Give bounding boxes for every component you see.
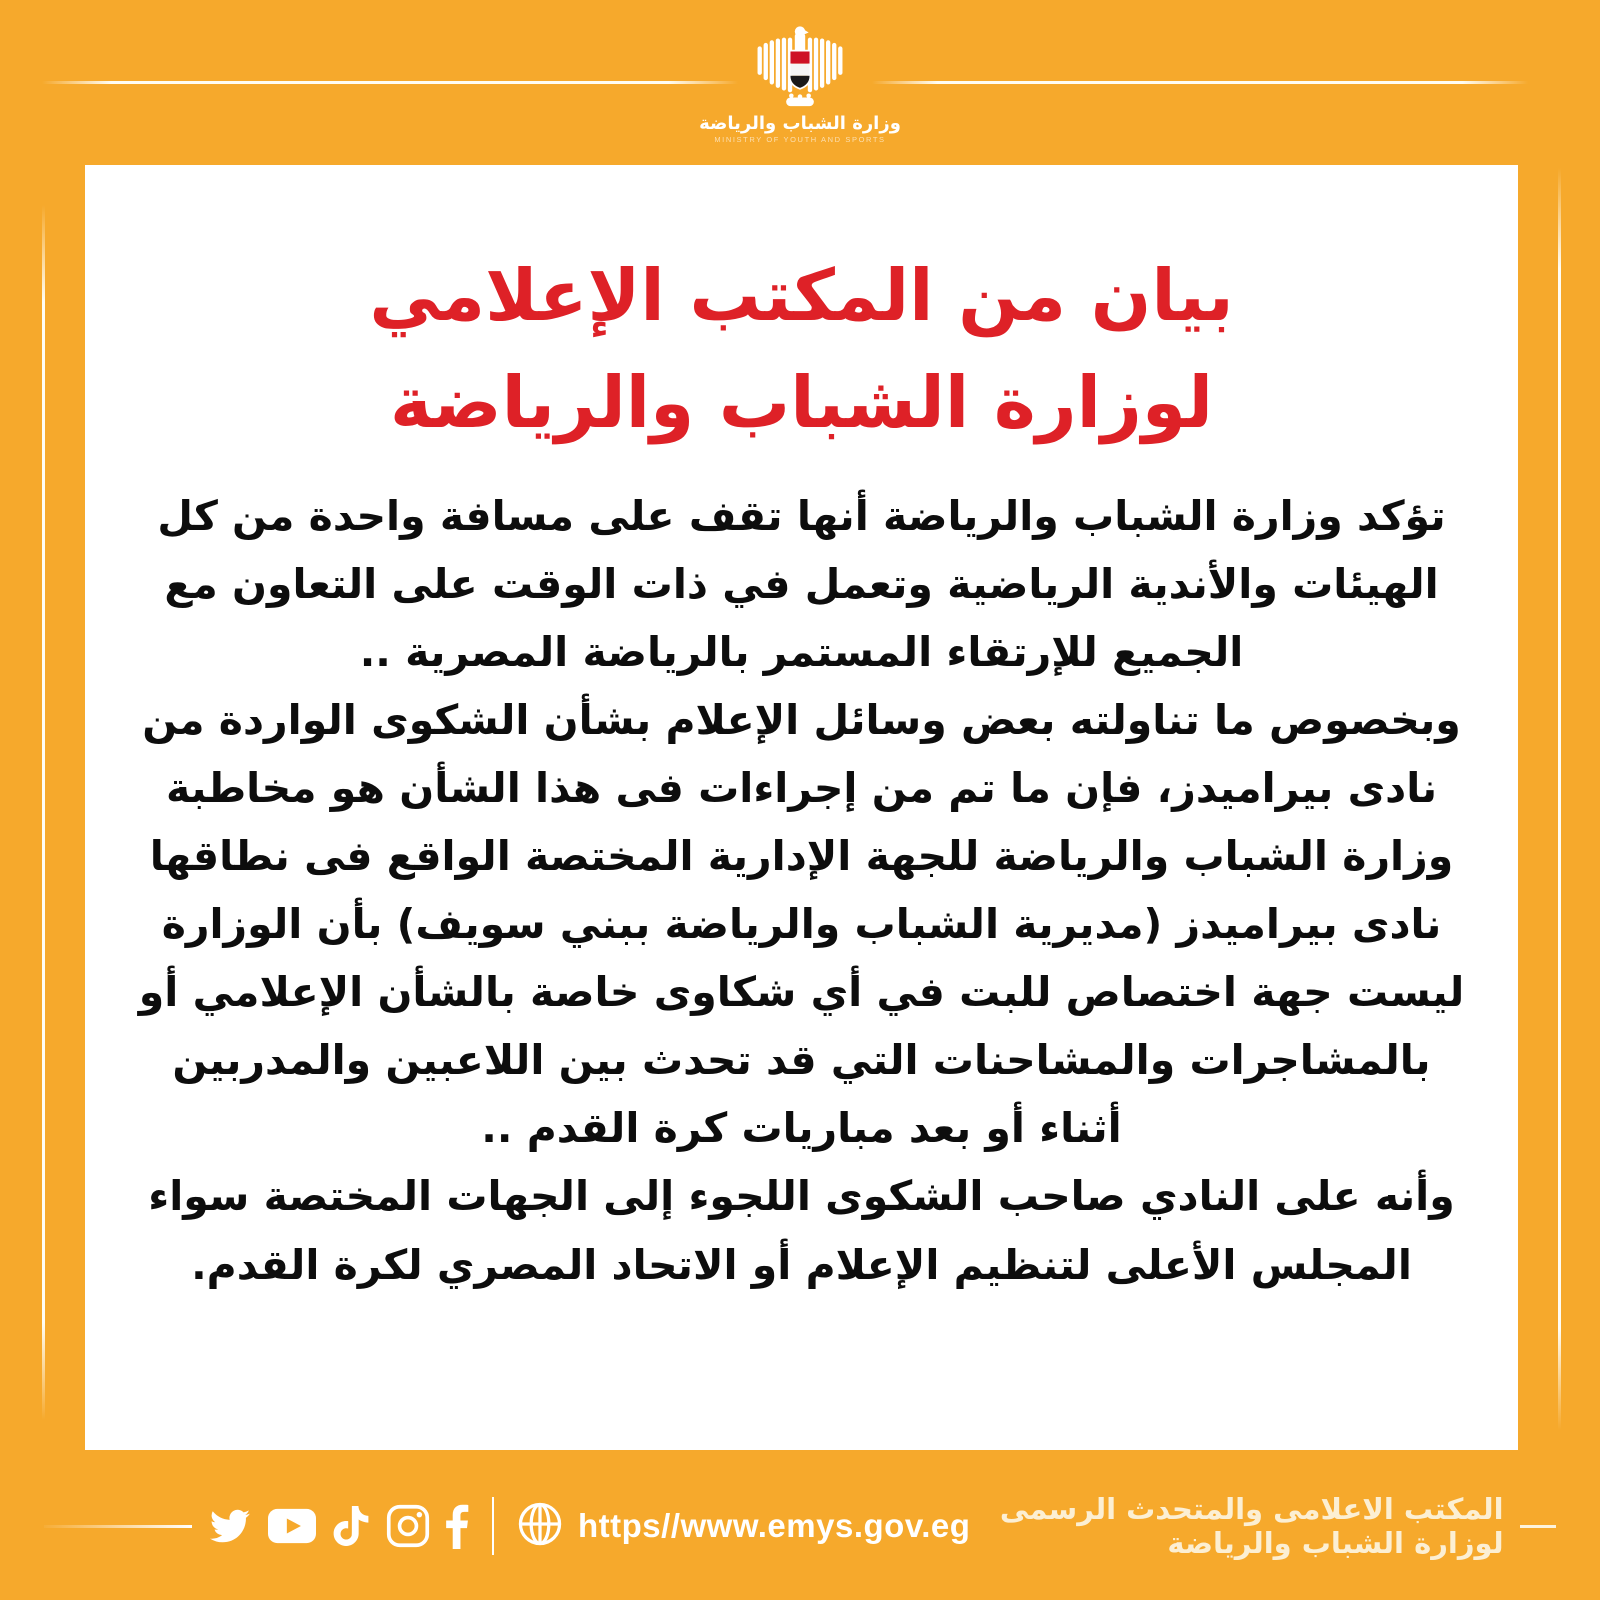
youtube-icon[interactable] xyxy=(268,1508,316,1544)
statement-paragraph: تؤكد وزارة الشباب والرياضة أنها تقف على مسافة واحدة من كل الهيئات والأندية الرياضية وتعمل في ذات الوقت على التعاون مع الجميع للإرتقاء المستمر بالرياضة المصرية .. xyxy=(157,492,1446,677)
tiktok-icon[interactable] xyxy=(331,1504,371,1548)
statement-paragraph: وأنه على النادي صاحب الشكوى اللجوء إلى الجهات المختصة سواء المجلس الأعلى لتنظيم الإعلام أو الاتحاد المصري لكرة القدم. xyxy=(148,1172,1455,1289)
website-url[interactable]: https//www.emys.gov.eg xyxy=(578,1507,971,1544)
facebook-icon[interactable] xyxy=(445,1503,469,1549)
statement-title: بيان من المكتب الإعلامي لوزارة الشباب والرياضة xyxy=(369,254,1234,444)
instagram-icon[interactable] xyxy=(386,1504,430,1548)
footer-divider xyxy=(492,1497,494,1555)
media-office-label: المكتب الاعلامى والمتحدث الرسمى لوزارة الشباب والرياضة xyxy=(999,1492,1504,1560)
frame-rule-left xyxy=(42,205,45,1420)
statement-body xyxy=(137,482,1466,1299)
ministry-name-arabic: وزارة الشباب والرياضة xyxy=(699,113,901,134)
footer-social-group xyxy=(44,1497,970,1555)
footer-office-group xyxy=(970,1492,1556,1560)
frame-rule-right xyxy=(1558,168,1561,1430)
footer-rule-right xyxy=(1520,1525,1556,1528)
ministry-name-english: MINISTRY OF YOUTH AND SPORTS xyxy=(714,135,886,144)
footer-bar xyxy=(0,1452,1600,1600)
eagle-emblem-icon xyxy=(748,24,852,112)
globe-icon xyxy=(517,1501,563,1551)
ministry-logo xyxy=(0,24,1600,144)
footer-rule-left xyxy=(44,1525,192,1528)
twitter-icon[interactable] xyxy=(207,1506,253,1546)
statement-paragraph: وبخصوص ما تناولته بعض وسائل الإعلام بشأن الشكوى الواردة من نادى بيراميدز، فإن ما تم من إجراءات فى هذا الشأن هو مخاطبة وزارة الشباب والرياضة للجهة الإدارية المختصة الواقع فى نطاقها نادى بيراميدز (مديرية الشباب والرياضة ببني سويف) بأن الوزارة ليست جهة اختصاص للبت في أي شكاوى خاصة بالشأن الإعلامي أو بالمشاجرات والمشاحنات التي قد تحدث بين اللاعبين والمدربين أثناء أو بعد مباريات كرة القدم .. xyxy=(138,696,1465,1153)
statement-card xyxy=(85,165,1518,1450)
